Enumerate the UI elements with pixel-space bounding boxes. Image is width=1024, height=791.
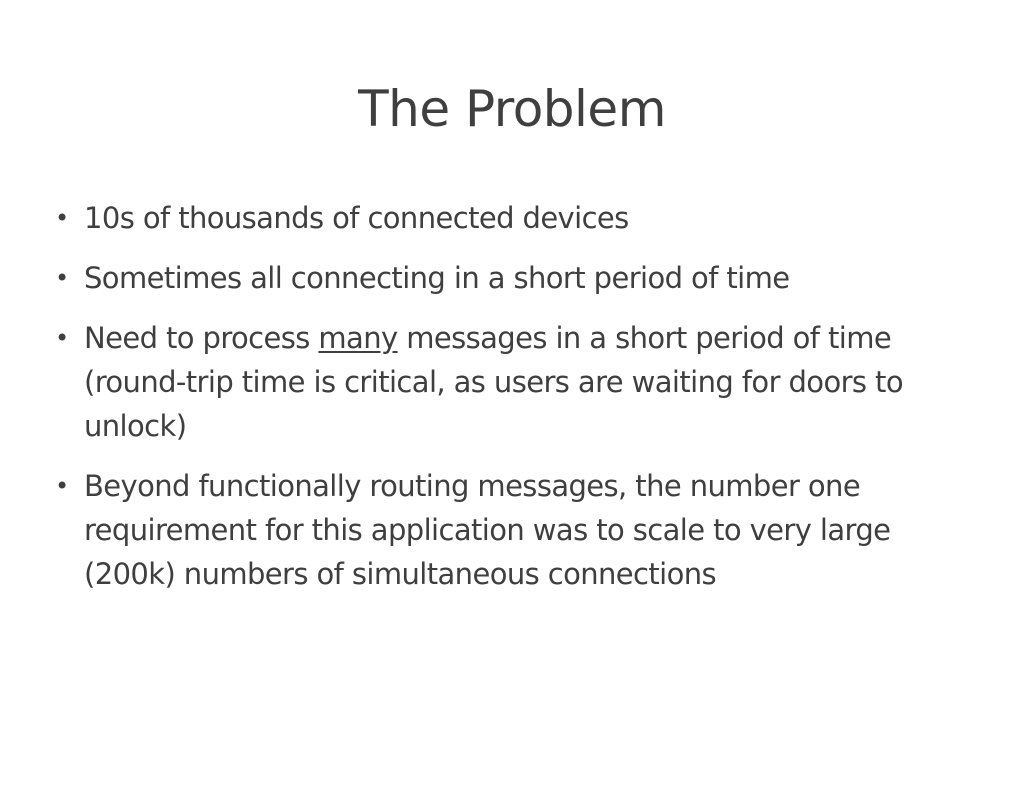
bullet-text-prefix: Need to process [84, 321, 319, 355]
bullet-marker: • [55, 324, 69, 352]
bullet-text: Beyond functionally routing messages, the number one requirement for this application was to scale to very large (200k) numbers of simultaneous connections [84, 469, 891, 591]
bullet-text-suffix: messages in a short period of time (round-trip time is critical, as users are waiting for doors to unlock) [84, 321, 903, 443]
bullet-item [55, 316, 955, 448]
bullet-item [55, 464, 955, 596]
bullet-text [84, 316, 955, 448]
bullet-marker: • [55, 264, 69, 292]
bullet-item [55, 196, 955, 240]
bullet-list [55, 196, 955, 612]
bullet-item [55, 256, 955, 300]
bullet-marker: • [55, 472, 69, 500]
bullet-text: 10s of thousands of connected devices [84, 201, 629, 235]
emphasized-word: many [318, 321, 398, 355]
bullet-marker: • [55, 204, 69, 232]
slide-title: The Problem [358, 80, 666, 138]
bullet-text: Sometimes all connecting in a short period of time [84, 261, 790, 295]
